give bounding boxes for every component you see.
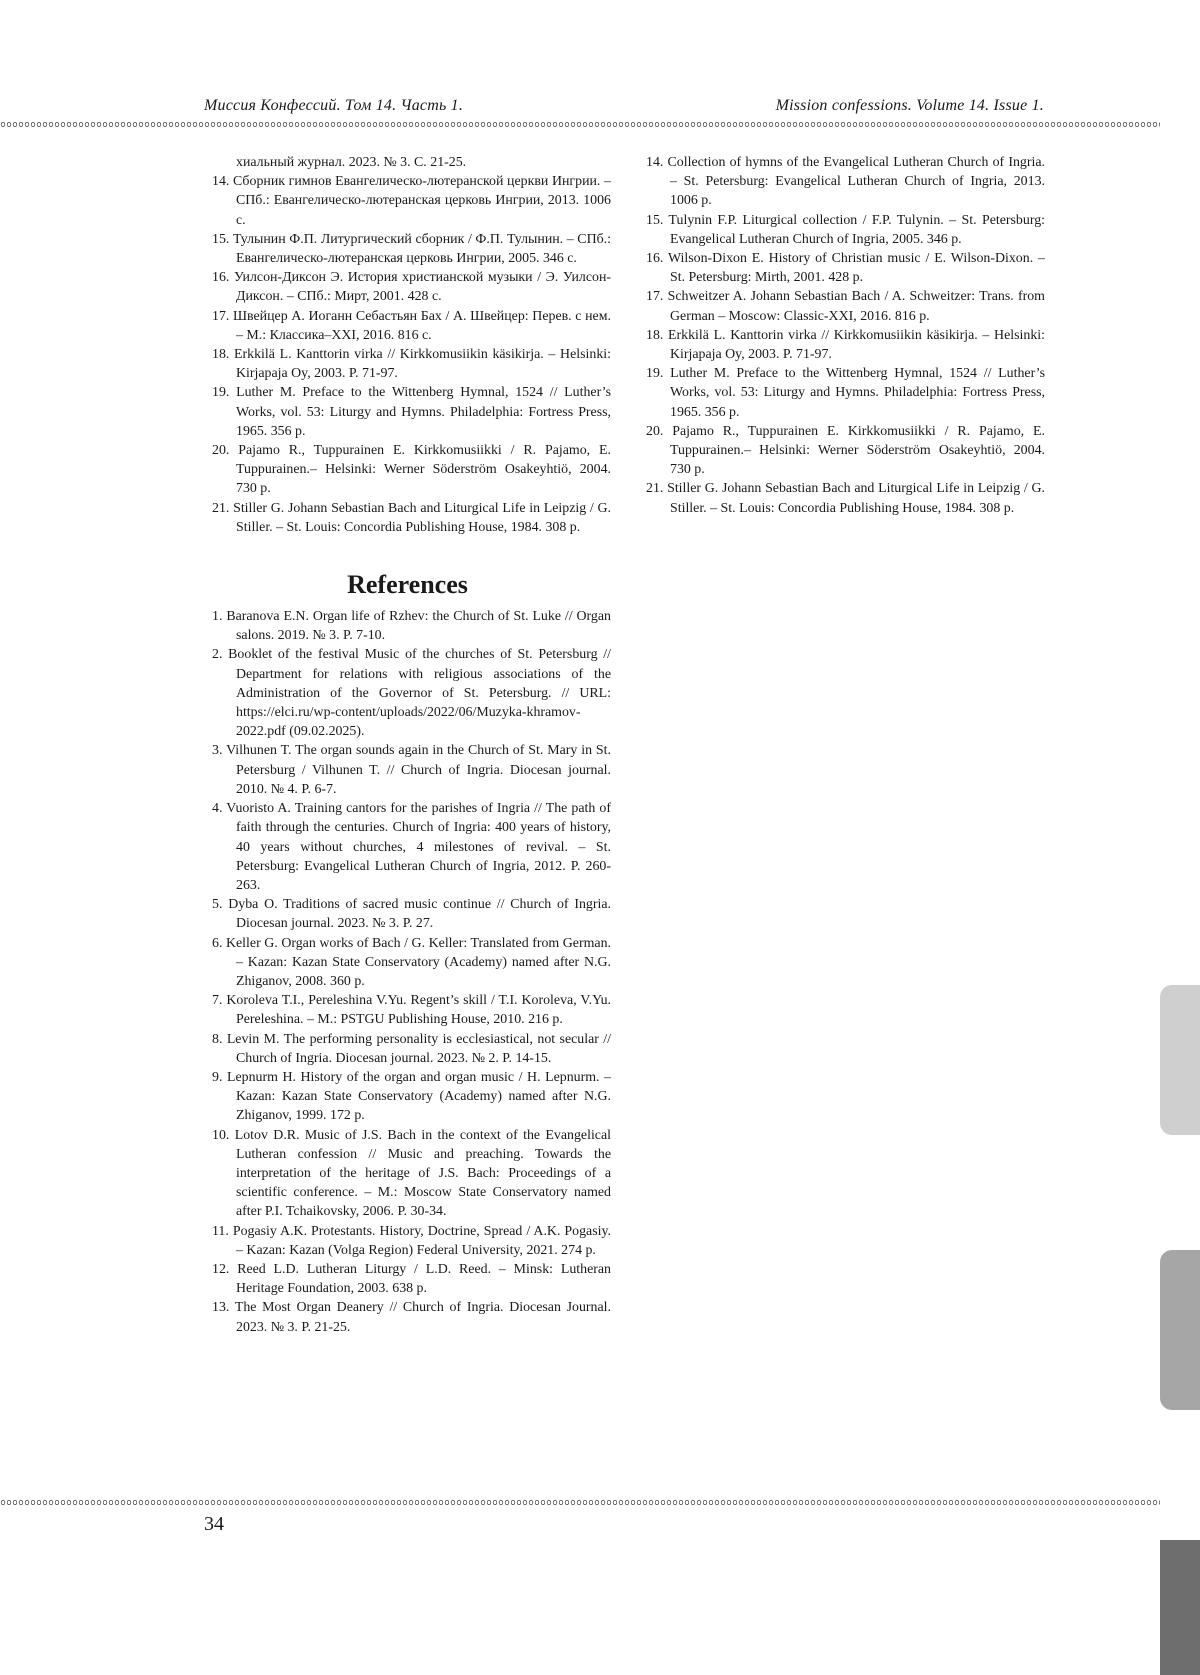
list-item: 16. Уилсон-Диксон Э. История христианской музыки / Э. Уилсон-Диксон. – СПб.: Мирт, 2001. 428 с.: [212, 270, 611, 305]
list-item: 20. Pajamo R., Tuppurainen E. Kirkkomusiikki / R. Pajamo, E. Tuppurainen.– Helsinki: Werner Söderström Osakeyhtiö, 2004. 730 p.: [646, 423, 1045, 478]
list-item: 15. Tulynin F.P. Liturgical collection / F.P. Tulynin. – St. Petersburg: Evangelical Lutheran Church of Ingria, 2005. 346 p.: [646, 212, 1045, 247]
bibliography-list-ru: [204, 153, 611, 537]
list-item: 14. Сборник гимнов Евангелическо-лютеранской церкви Ингрии. – СПб.: Евангелическо-лютеранская церковь Ингрии, 2013. 1006 с.: [212, 174, 611, 228]
list-item: 19. Luther M. Preface to the Wittenberg Hymnal, 1524 // Luther’s Works, vol. 53: Liturgy and Hymns. Philadelphia: Fortress Press, 1965. 356 p.: [646, 366, 1045, 420]
header-ornament-rule: [0, 120, 1160, 129]
side-tab-decoration: [1160, 1540, 1200, 1675]
footer-ornament-rule: [0, 1498, 1160, 1507]
list-item: 14. Collection of hymns of the Evangelical Lutheran Church of Ingria. – St. Petersburg: Evangelical Lutheran Church of Ingria, 2013. 1006 p.: [646, 155, 1045, 209]
list-item: 21. Stiller G. Johann Sebastian Bach and Liturgical Life in Leipzig / G. Stiller. – St. Louis: Concordia Publishing House, 1984. 308 p.: [646, 481, 1045, 516]
list-item: 12. Reed L.D. Lutheran Liturgy / L.D. Reed. – Minsk: Lutheran Heritage Foundation, 2003. 638 p.: [212, 1261, 611, 1297]
side-tab-decoration: [1160, 1250, 1200, 1410]
references-list: [204, 607, 611, 1337]
list-item: 15. Тулынин Ф.П. Литургический сборник / Ф.П. Тулынин. – СПб.: Евангелическо-лютеранская церковь Ингрии, 2005. 346 с.: [212, 231, 611, 267]
left-column: [204, 153, 611, 1337]
side-tab-decoration: [1160, 985, 1200, 1135]
list-item: 6. Keller G. Organ works of Bach / G. Keller: Translated from German. – Kazan: Kazan State Conservatory (Academy) named after N.G. Zhiganov, 2008. 360 p.: [212, 935, 611, 989]
list-item: 18. Erkkilä L. Kanttorin virka // Kirkkomusiikin käsikirja. – Helsinki: Kirjapaja Oy, 2003. P. 71-97.: [212, 347, 611, 382]
journal-title-ru: Миссия Конфессий. Том 14. Часть 1.: [204, 97, 464, 114]
list-item: 11. Pogasiy A.K. Protestants. History, Doctrine, Spread / A.K. Pogasiy. – Kazan: Kazan (Volga Region) Federal University, 2021. 274 p.: [212, 1223, 611, 1258]
list-item: 20. Pajamo R., Tuppurainen E. Kirkkomusiikki / R. Pajamo, E. Tuppurainen.– Helsinki: Werner Söderström Osakeyhtiö, 2004. 730 p.: [212, 443, 611, 497]
list-item: 21. Stiller G. Johann Sebastian Bach and Liturgical Life in Leipzig / G. Stiller. – St. Louis: Concordia Publishing House, 1984. 308 p.: [212, 500, 611, 535]
list-item: 13. The Most Organ Deanery // Church of Ingria. Diocesan Journal. 2023. № 3. P. 21-25.: [212, 1300, 611, 1335]
list-item: 9. Lepnurm H. History of the organ and organ music / H. Lepnurm. – Kazan: Kazan State Conservatory (Academy) named after N.G. Zhiganov, 1999. 172 p.: [212, 1069, 611, 1124]
list-item: 17. Schweitzer A. Johann Sebastian Bach / A. Schweitzer: Trans. from German – Moscow: Classic-XXI, 2016. 816 p.: [646, 289, 1045, 324]
references-heading: References: [347, 570, 468, 600]
list-item: 16. Wilson-Dixon E. History of Christian music / E. Wilson-Dixon. – St. Petersburg: Mirth, 2001. 428 p.: [646, 251, 1045, 286]
list-item: 18. Erkkilä L. Kanttorin virka // Kirkkomusiikin käsikirja. – Helsinki: Kirjapaja Oy, 2003. P. 71-97.: [646, 327, 1045, 363]
right-column: [638, 153, 1045, 518]
list-item: хиальный журнал. 2023. № 3. С. 21-25.: [236, 155, 467, 170]
bibliography-list-en: [638, 153, 1045, 518]
list-item: 7. Koroleva T.I., Pereleshina V.Yu. Regent’s skill / T.I. Koroleva, V.Yu. Pereleshina. – M.: PSTGU Publishing House, 2010. 216 p.: [212, 993, 611, 1028]
running-header: [204, 97, 1044, 119]
journal-title-en: Mission confessions. Volume 14. Issue 1.: [775, 97, 1044, 114]
list-item: 3. Vilhunen T. The organ sounds again in the Church of St. Mary in St. Petersburg / Vilhunen T. // Church of Ingria. Diocesan journal. 2010. № 4. P. 6-7.: [212, 743, 611, 797]
list-item: 17. Швейцер А. Иоганн Себастьян Бах / А. Швейцер: Перев. с нем. – М.: Классика–XXI, 2016. 816 с.: [212, 308, 611, 343]
list-item: 8. Levin M. The performing personality is ecclesiastical, not secular // Church of Ingria. Diocesan journal. 2023. № 2. P. 14-15.: [212, 1031, 611, 1066]
page-number: 34: [204, 1513, 224, 1535]
list-item: 4. Vuoristo A. Training cantors for the parishes of Ingria // The path of faith through the centuries. Church of Ingria: 400 years of history, 40 years without churches, 4 milestones of revival. – St. Petersburg: Evangelical Lutheran Church of Ingria, 2012. P. 260-263.: [212, 801, 611, 893]
list-item: 5. Dyba O. Traditions of sacred music continue // Church of Ingria. Diocesan journal. 2023. № 3. P. 27.: [212, 897, 611, 932]
list-item: 19. Luther M. Preface to the Wittenberg Hymnal, 1524 // Luther’s Works, vol. 53: Liturgy and Hymns. Philadelphia: Fortress Press, 1965. 356 p.: [212, 385, 611, 439]
list-item: 1. Baranova E.N. Organ life of Rzhev: the Church of St. Luke // Organ salons. 2019. № 3. P. 7-10.: [212, 609, 611, 644]
list-item: 10. Lotov D.R. Music of J.S. Bach in the context of the Evangelical Lutheran confession // Music and preaching. Towards the interpretation of the heritage of J.S. Bach: Proceedings of a scientific conference. – M.: Moscow State Conservatory named after P.I. Tchaikovsky, 2006. P. 30-34.: [212, 1127, 611, 1220]
list-item: 2. Booklet of the festival Music of the churches of St. Petersburg // Department for relations with religious associations of the Administration of the Governor of St. Petersburg. // URL: https://elci.ru/wp-content/uploads/2022/06/Muzyka-khramov-2022.pdf (09.02.2025).: [212, 647, 611, 740]
